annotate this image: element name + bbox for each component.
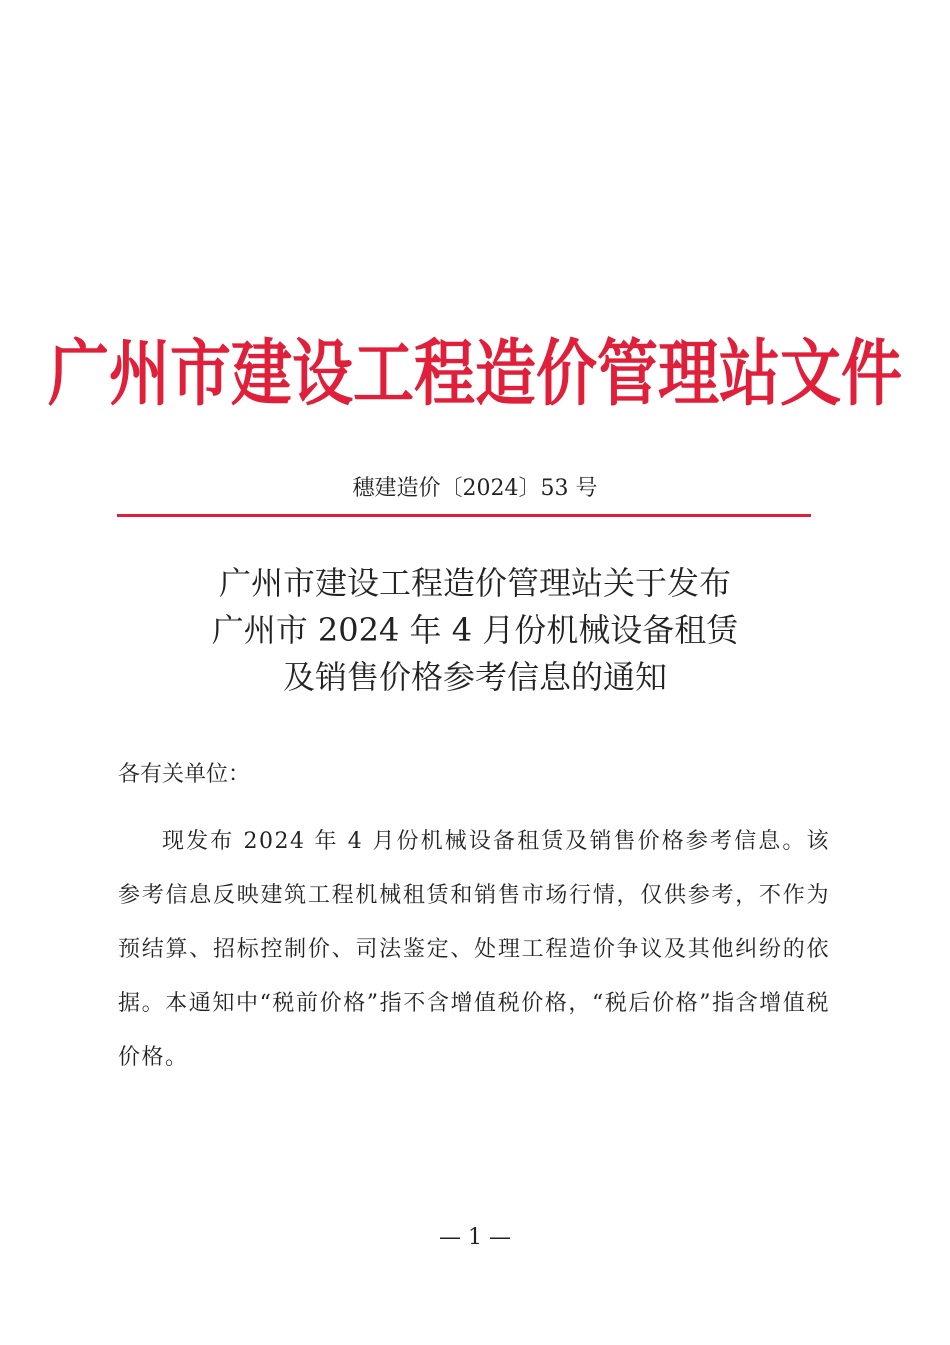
document-number: 穗建造价〔2024〕53 号 [352,476,598,501]
title-line-1: 广州市建设工程造价管理站关于发布 [218,564,731,602]
body-paragraph: 现发布 2024 年 4 月份机械设备租赁及销售价格参考信息。该参考信息反映建筑工程机械租赁和销售市场行情，仅供参考，不作为预结算、招标控制价、司法鉴定、处理工程造价争议及其他纠纷的依据。本通知中“税前价格”指不含增值税价格，“税后价格”指含增值税价格。 [118,829,830,1070]
red-divider-line [117,514,811,517]
page-number: — 1 — [439,1225,511,1250]
title-line-3: 及销售价格参考信息的通知 [282,658,667,696]
salutation: 各有关单位： [118,762,251,787]
notice-title [0,560,950,701]
agency-red-header: 广州市建设工程造价管理站文件 [47,332,902,417]
title-line-2: 广州市 2024 年 4 月份机械设备租赁 [211,611,739,649]
